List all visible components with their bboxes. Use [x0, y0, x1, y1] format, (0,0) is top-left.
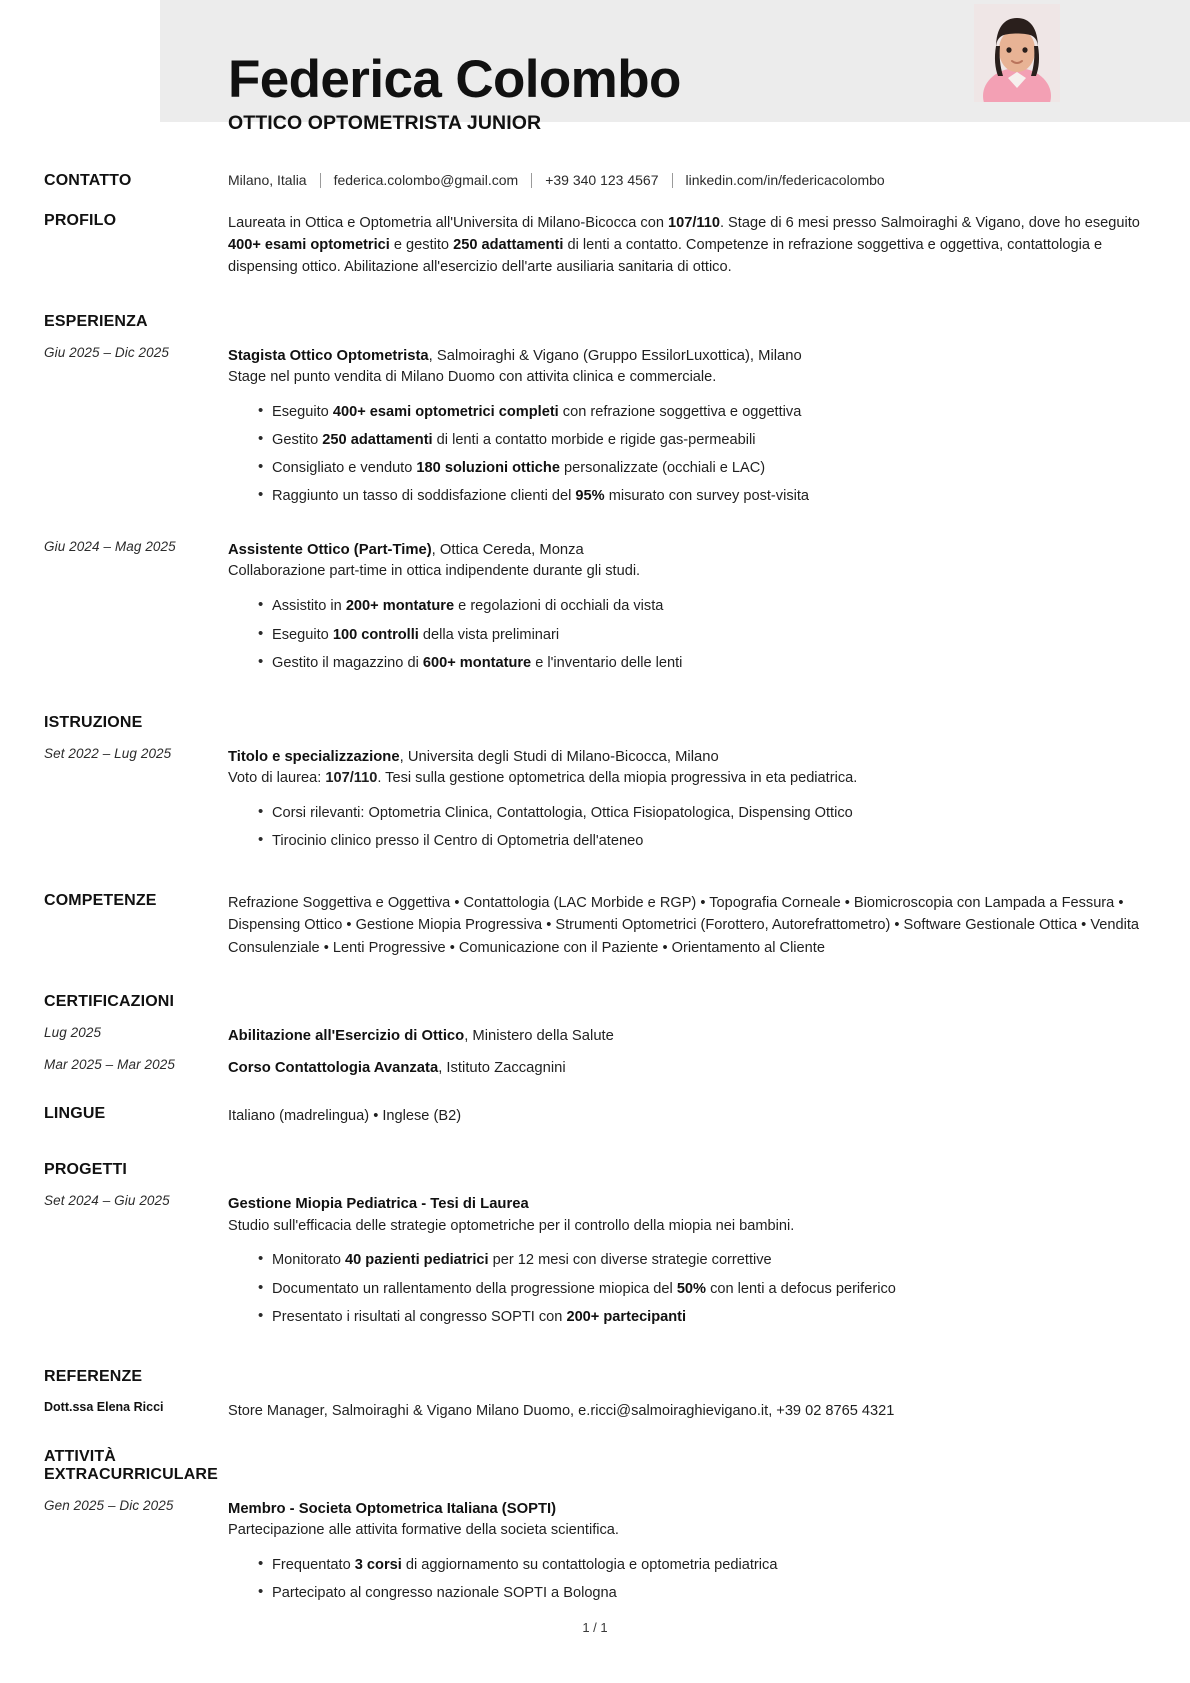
- entry-bullet-list: [228, 595, 1154, 674]
- profile-text: Laureata in Ottica e Optometria all'Universita di Milano-Bicocca con 107/110. Stage di 6 mesi presso Salmoiraghi & Vigano, dove ho eseguito 400+ esami optometrici e gestito 250 adattamenti di lenti a contatto. Competenze in refrazione soggettiva e oggettiva, contattologia e dispensing ottico. Abilitazione all'esercizio dell'arte ausiliaria sanitaria di ottico.: [228, 215, 1140, 276]
- entry-dates: Mar 2025 – Mar 2025: [44, 1057, 175, 1072]
- resume-entry: [0, 1193, 1190, 1334]
- extracurricular-section-header: [0, 1448, 1190, 1484]
- contact-email[interactable]: federica.colombo@gmail.com: [333, 172, 519, 188]
- section-label-competenze: COMPETENZE: [44, 892, 157, 910]
- section-label-referenze: REFERENZE: [44, 1367, 143, 1385]
- certification-entry: [0, 1057, 1190, 1079]
- entry-dates: Lug 2025: [44, 1024, 102, 1040]
- skills-text: Refrazione Soggettiva e Oggettiva • Contattologia (LAC Morbide e RGP) • Topografia Corneale • Biomicroscopia con Lampada a Fessura • Dispensing Ottico • Gestione Miopia Progressiva • Strumenti Optometrici (Forottero, Autorefrattometro) • Software Gestionale Ottica • Vendita Consulenziale • Lenti Progressive • Comunicazione con il Paziente • Orientamento al Cliente: [228, 895, 1140, 956]
- page-footer: [0, 1620, 1190, 1635]
- entry-bullet-list: [228, 401, 1154, 508]
- entry-title: Stagista Ottico Optometrista, Salmoiraghi & Vigano (Gruppo EssilorLuxottica), Milano: [228, 347, 802, 364]
- section-label-contatto: CONTATTO: [44, 172, 132, 189]
- entry-dates: Set 2024 – Giu 2025: [44, 1193, 170, 1209]
- job-title: OTTICO OPTOMETRISTA JUNIOR: [228, 112, 542, 135]
- section-label-lingue: LINGUE: [44, 1105, 106, 1123]
- entry-dates: Giu 2025 – Dic 2025: [44, 344, 169, 360]
- entry-title: Corso Contattologia Avanzata, Istituto Zaccagnini: [228, 1060, 566, 1076]
- contact-section: [0, 172, 1190, 190]
- skills-section: [0, 892, 1190, 959]
- contact-line: [228, 172, 1154, 188]
- profile-photo-icon: [974, 4, 1060, 102]
- page-title: Federica Colombo: [228, 50, 681, 109]
- resume-entry: [0, 746, 1190, 858]
- page-indicator: 1 / 1: [582, 1620, 608, 1635]
- contact-location: Milano, Italia: [228, 172, 307, 188]
- entry-bullet-list: [228, 1554, 1154, 1604]
- certifications-section-header: [0, 993, 1190, 1011]
- list-item: • Consigliato e venduto 180 soluzioni ottiche personalizzate (occhiali e LAC): [258, 457, 1154, 479]
- list-item: • Eseguito 100 controlli della vista preliminari: [258, 624, 1154, 646]
- list-item: • Gestito 250 adattamenti di lenti a contatto morbide e rigide gas-permeabili: [258, 429, 1154, 451]
- projects-section-header: [0, 1161, 1190, 1179]
- contact-divider: [531, 173, 532, 188]
- contact-divider: [320, 173, 321, 188]
- list-item: • Raggiunto un tasso di soddisfazione clienti del 95% misurato con survey post-visita: [258, 485, 1154, 507]
- certification-entry: [0, 1025, 1190, 1047]
- entry-subtitle: Studio sull'efficacia delle strategie optometriche per il controllo della miopia nei bambini.: [228, 1217, 795, 1234]
- references-section-header: [0, 1368, 1190, 1386]
- section-label-esperienza: ESPERIENZA: [44, 312, 148, 330]
- contact-phone[interactable]: +39 340 123 4567: [545, 172, 659, 188]
- entry-title: Assistente Ottico (Part-Time), Ottica Cereda, Monza: [228, 542, 584, 559]
- contact-linkedin[interactable]: linkedin.com/in/federicacolombo: [685, 172, 885, 188]
- languages-text: Italiano (madrelingua) • Inglese (B2): [228, 1108, 462, 1125]
- extracurricular-entries: [0, 1498, 1190, 1610]
- entry-subtitle: Stage nel punto vendita di Milano Duomo con attivita clinica e commerciale.: [228, 368, 717, 385]
- resume-entry: [0, 345, 1190, 514]
- list-item: • Tirocinio clinico presso il Centro di Optometria dell'ateneo: [258, 830, 1154, 852]
- entry-title: Titolo e specializzazione, Universita degli Studi di Milano-Bicocca, Milano: [228, 748, 719, 765]
- entry-subtitle: Voto di laurea: 107/110. Tesi sulla gestione optometrica della miopia progressiva in eta pediatrica.: [228, 770, 858, 787]
- reference-entry: [0, 1400, 1190, 1422]
- entry-title: Gestione Miopia Pediatrica - Tesi di Laurea: [228, 1196, 529, 1213]
- entry-bullet-list: [228, 802, 1154, 852]
- section-label-extracurriculare: ATTIVITÀ EXTRACURRICULARE: [44, 1448, 218, 1484]
- languages-section: [0, 1105, 1190, 1127]
- list-item: • Corsi rilevanti: Optometria Clinica, Contattologia, Ottica Fisiopatologica, Dispensing Ottico: [258, 802, 1154, 824]
- entry-dates: Set 2022 – Lug 2025: [44, 745, 172, 761]
- entry-subtitle: Partecipazione alle attivita formative della societa scientifica.: [228, 1522, 619, 1539]
- avatar: [974, 4, 1060, 102]
- list-item: • Monitorato 40 pazienti pediatrici per 12 mesi con diverse strategie correttive: [258, 1249, 1154, 1271]
- section-label-profilo: PROFILO: [44, 212, 117, 229]
- certification-entries: [0, 1025, 1190, 1079]
- list-item: • Eseguito 400+ esami optometrici completi con refrazione soggettiva e oggettiva: [258, 401, 1154, 423]
- entry-subtitle: Collaborazione part-time in ottica indipendente durante gli studi.: [228, 563, 641, 580]
- entry-dates: Giu 2024 – Mag 2025: [44, 539, 176, 555]
- list-item: • Presentato i risultati al congresso SOPTI con 200+ partecipanti: [258, 1306, 1154, 1328]
- entry-bullet-list: [228, 1249, 1154, 1328]
- project-entries: [0, 1193, 1190, 1334]
- resume-header: [0, 0, 1190, 148]
- education-section-header: [0, 714, 1190, 732]
- reference-name: Dott.ssa Elena Ricci: [44, 1399, 164, 1414]
- experience-section-header: [0, 313, 1190, 331]
- profile-section: [0, 212, 1190, 279]
- section-label-istruzione: ISTRUZIONE: [44, 713, 143, 731]
- contact-divider: [672, 173, 673, 188]
- resume-entry: [0, 1498, 1190, 1610]
- list-item: • Gestito il magazzino di 600+ montature e l'inventario delle lenti: [258, 652, 1154, 674]
- section-label-certificazioni: CERTIFICAZIONI: [44, 992, 175, 1010]
- list-item: • Frequentato 3 corsi di aggiornamento su contattologia e optometria pediatrica: [258, 1554, 1154, 1576]
- education-entries: [0, 746, 1190, 858]
- list-item: • Assistito in 200+ montature e regolazioni di occhiali da vista: [258, 595, 1154, 617]
- resume-entry: [0, 539, 1190, 680]
- list-item: • Partecipato al congresso nazionale SOPTI a Bologna: [258, 1582, 1154, 1604]
- entry-title: Membro - Societa Optometrica Italiana (SOPTI): [228, 1501, 557, 1518]
- section-label-progetti: PROGETTI: [44, 1161, 127, 1179]
- list-item: • Documentato un rallentamento della progressione miopica del 50% con lenti a defocus periferico: [258, 1278, 1154, 1300]
- reference-entries: [0, 1400, 1190, 1422]
- experience-entries: [0, 345, 1190, 680]
- entry-title: Abilitazione all'Esercizio di Ottico, Ministero della Salute: [228, 1027, 614, 1044]
- reference-detail: Store Manager, Salmoiraghi & Vigano Milano Duomo, e.ricci@salmoiraghievigano.it, +39 02 8765 4321: [228, 1402, 895, 1419]
- entry-dates: Gen 2025 – Dic 2025: [44, 1498, 174, 1514]
